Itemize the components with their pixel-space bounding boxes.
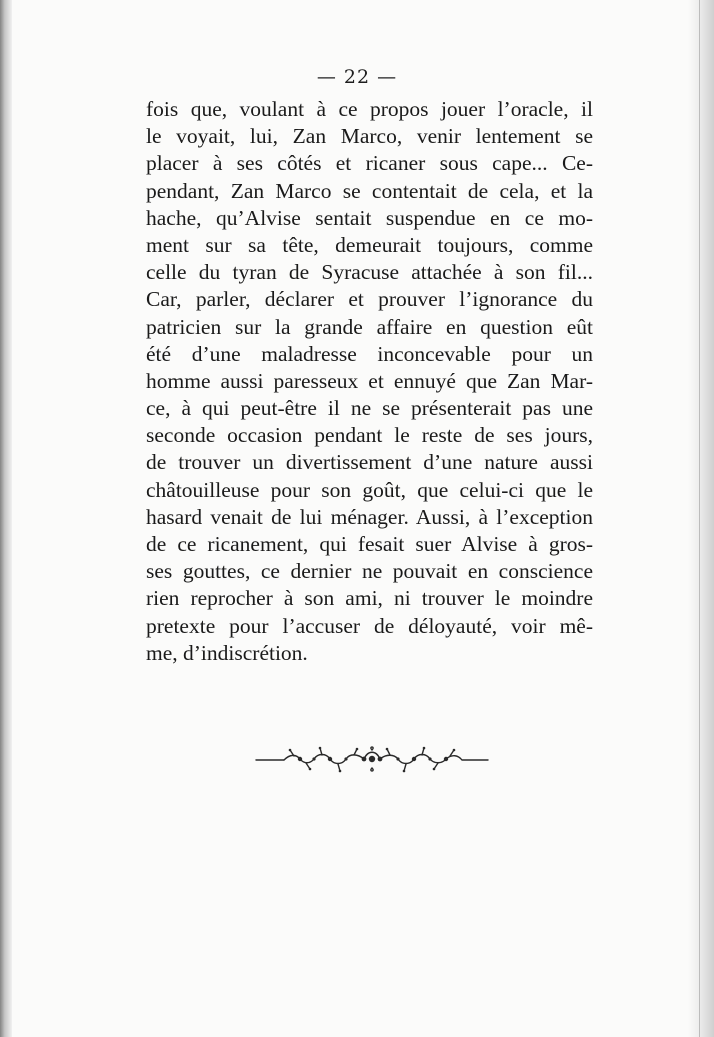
text-line: de ce ricanement, qui fesait suer Alvise à gros- [146,532,593,556]
text-line: rien reprocher à son ami, ni trouver le moindre [146,586,593,611]
text-line: le voyait, lui, Zan Marco, venir lentement se [146,124,593,149]
text-line: pretexte pour l’accuser de déloyauté, voir mê- [146,613,593,638]
text-line: de trouver un divertissement d’une nature aussi [146,450,593,475]
floral-vine-ornament-icon [254,744,490,774]
page-right-edge-line [699,0,700,1037]
text-line: Car, parler, déclarer et prouver l’ignorance du [146,287,593,312]
text-line: placer à ses côtés et ricaner sous cape... Ce- [146,151,593,176]
text-line: ses gouttes, ce dernier ne pouvait en conscience [146,559,593,584]
text-line: ment sur sa tête, demeurait toujours, comme [146,232,593,257]
text-line: homme aussi paresseux et ennuyé que Zan Mar- [146,368,593,393]
text-line: châtouilleuse pour son goût, que celui-ci que le [146,477,593,502]
text-line: patricien sur la grande affaire en question eût [146,314,593,339]
text-line: hache, qu’Alvise sentait suspendue en ce mo- [146,205,593,230]
text-line: fois que, voulant à ce propos jouer l’oracle, il [146,97,593,121]
page-left-edge-shadow [0,0,12,1037]
body-text [146,96,593,667]
text-line: pendant, Zan Marco se contentait de cela, et la [146,178,593,203]
text-line: seconde occasion pendant le reste de ses jours, [146,423,593,448]
page-number: — 22 — [316,66,398,88]
text-line: ce, à qui peut-être il ne se présenterait pas une [146,396,593,421]
text-line: me, d’indiscrétion. [146,640,308,665]
page-right-edge-shadow [688,0,714,1037]
text-line: hasard venait de lui ménager. Aussi, à l’exception [146,504,593,529]
text-line: été d’une maladresse inconcevable pour un [146,341,593,366]
text-line: celle du tyran de Syracuse attachée à son fil... [146,260,593,285]
